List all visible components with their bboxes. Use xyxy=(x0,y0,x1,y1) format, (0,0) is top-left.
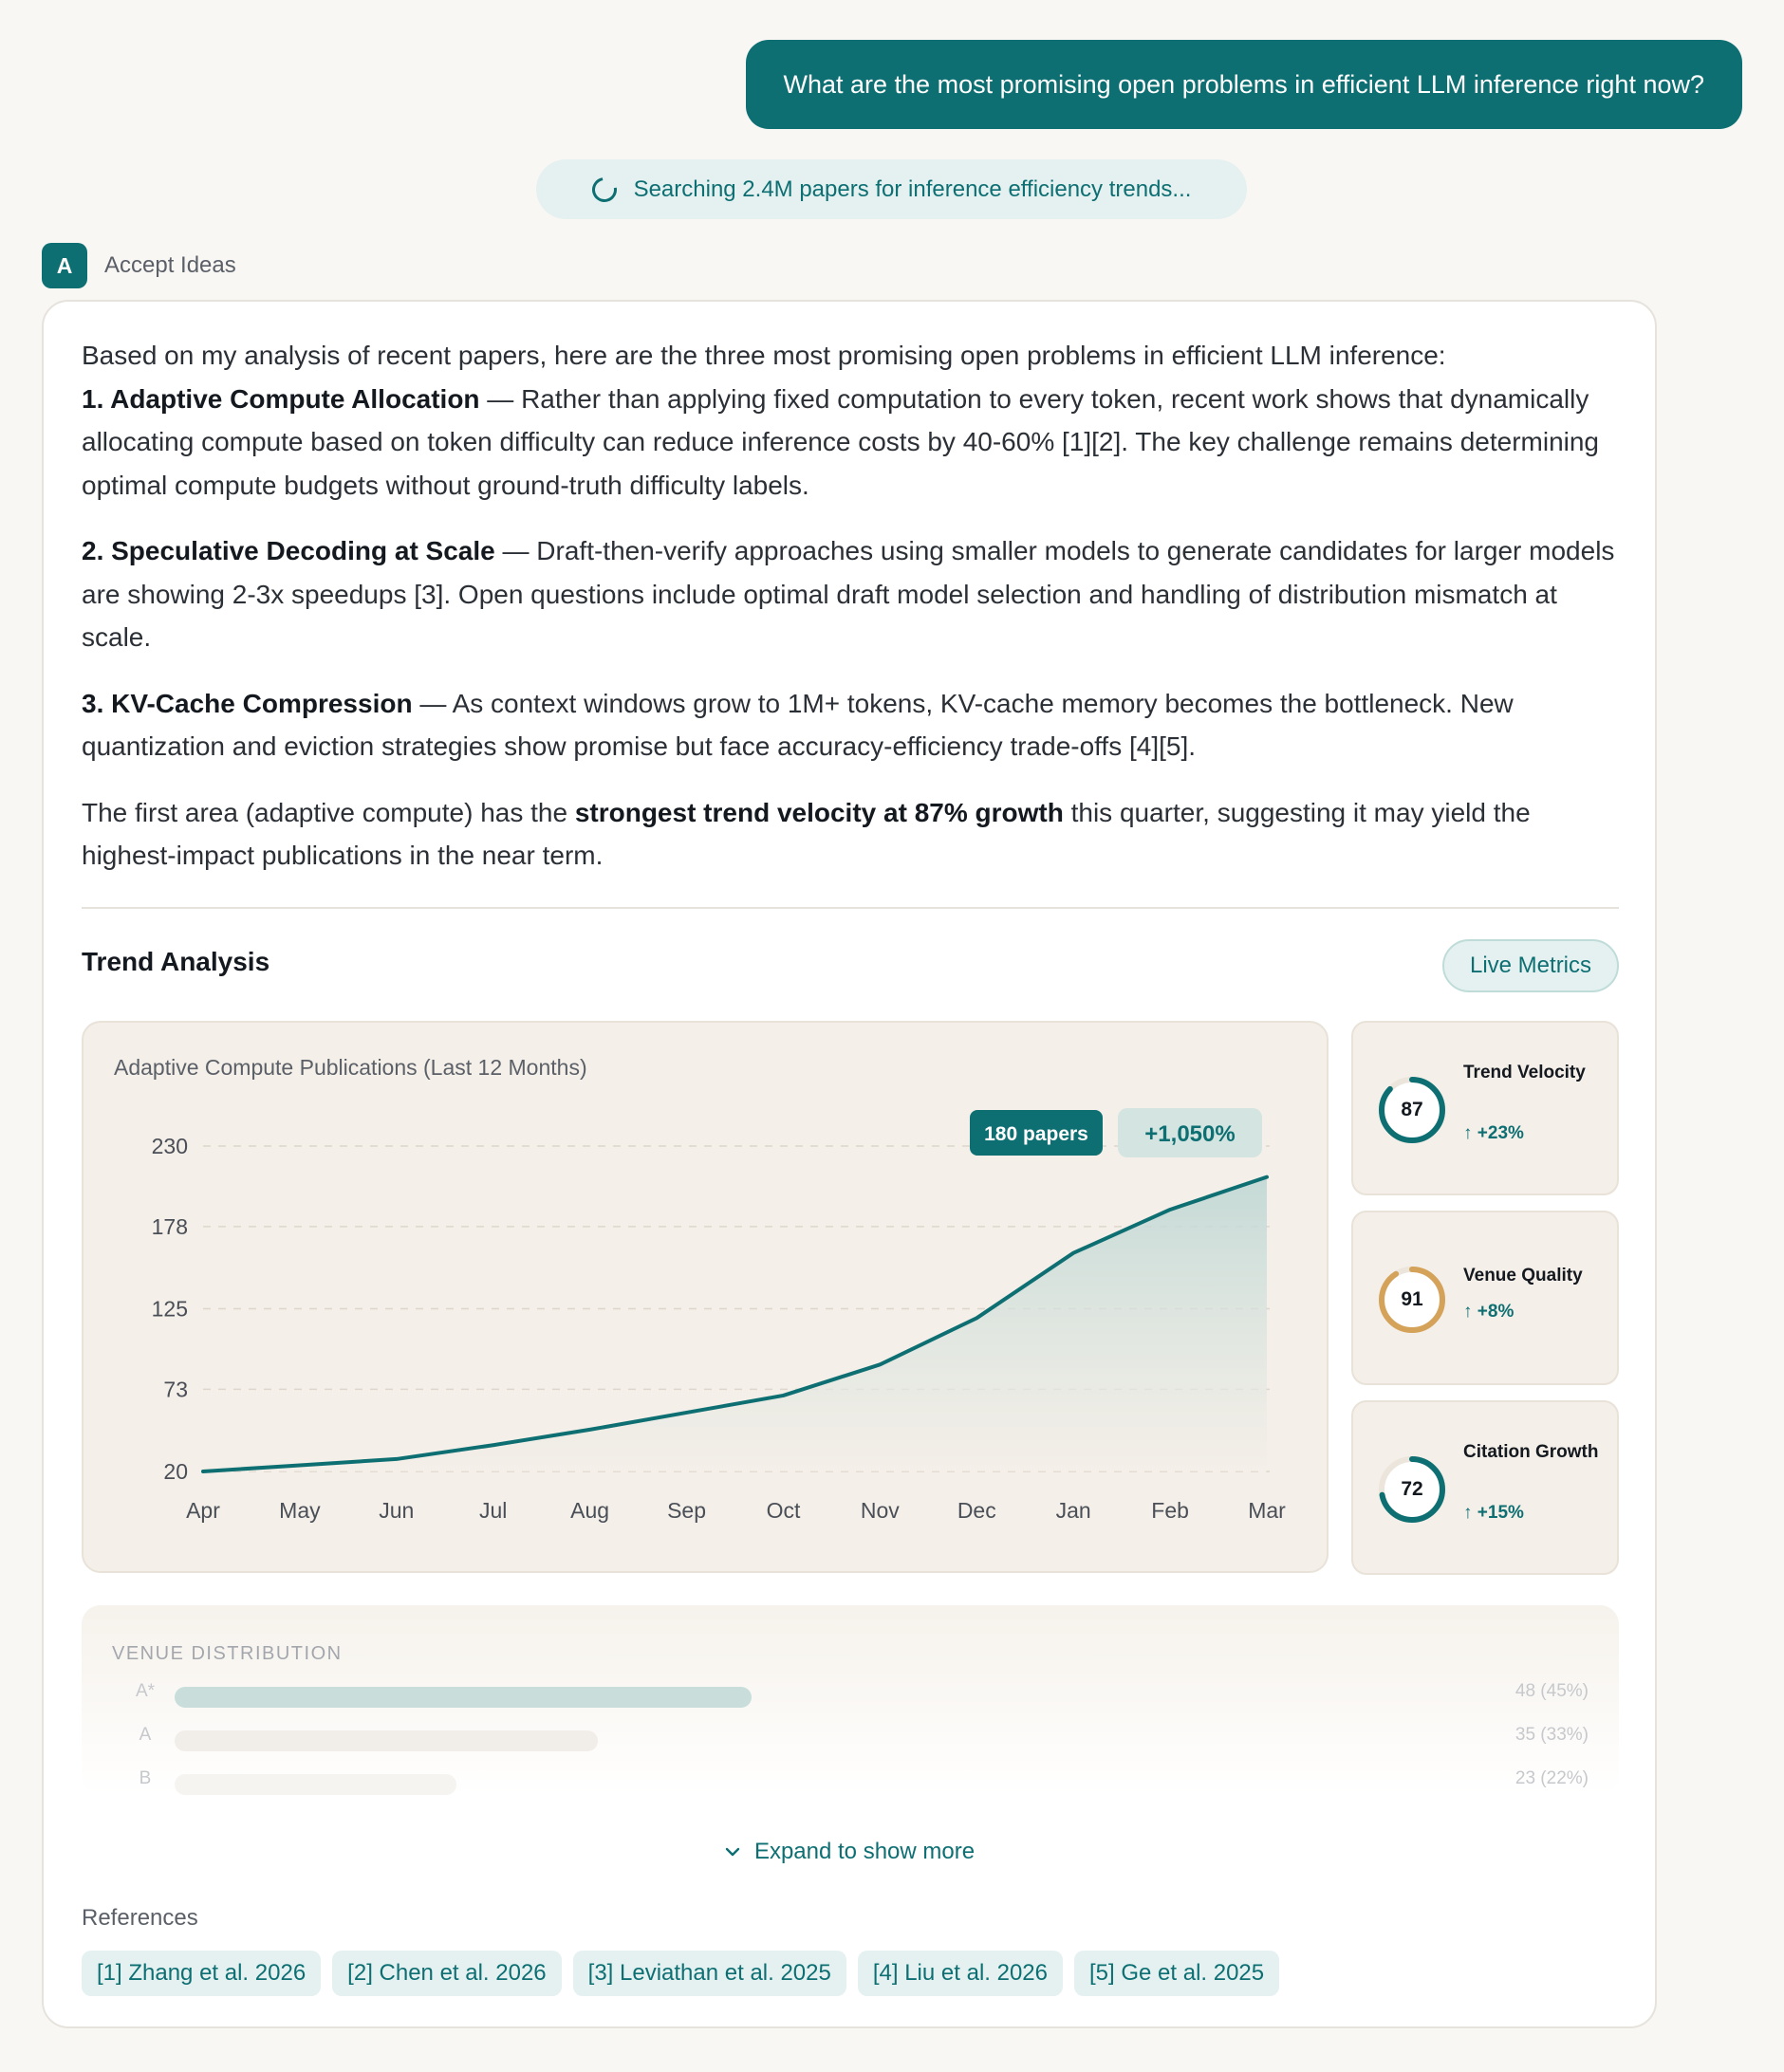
venue-row xyxy=(82,1725,1619,1753)
answer-item-body: — Draft-then-verify approaches using smaller models to generate candidates for larger models are showing 2-3x speedups [3]. Open questions include optimal draft model selection and handling of distribution mismatch at scale. xyxy=(82,536,1615,652)
x-tick-label: Feb xyxy=(1151,1498,1189,1523)
venue-row xyxy=(82,1768,1619,1795)
x-tick-label: Apr xyxy=(186,1498,220,1523)
answer-item-title: 1. Adaptive Compute Allocation xyxy=(82,383,480,414)
assistant-avatar: A xyxy=(42,243,87,288)
venue-bar xyxy=(175,1687,752,1708)
answer-item-1 xyxy=(82,378,1619,508)
answer-item-title: 2. Speculative Decoding at Scale xyxy=(82,536,495,565)
search-status-text: Searching 2.4M papers for inference efficiency trends... xyxy=(633,176,1192,202)
publications-chart-panel xyxy=(82,1021,1329,1573)
reference-chip[interactable]: [5] Ge et al. 2025 xyxy=(1074,1951,1279,1996)
venue-value: 48 (45%) xyxy=(1515,1681,1589,1701)
section-divider xyxy=(82,907,1619,909)
reference-chip[interactable]: [2] Chen et al. 2026 xyxy=(332,1951,561,1996)
metric-card-trend-velocity[interactable] xyxy=(1351,1021,1619,1195)
metric-card-venue-quality[interactable] xyxy=(1351,1211,1619,1385)
metric-label: Venue Quality xyxy=(1463,1266,1583,1286)
assistant-response-card xyxy=(42,300,1657,2028)
x-tick-label: Dec xyxy=(957,1498,996,1523)
metric-delta: ↑ +15% xyxy=(1463,1503,1524,1523)
venue-tier: A* xyxy=(135,1681,156,1701)
y-tick-label: 230 xyxy=(151,1134,188,1158)
user-message-text: What are the most promising open problems in efficient LLM inference right now? xyxy=(783,69,1704,99)
references-title: References xyxy=(82,1905,198,1931)
y-tick-label: 125 xyxy=(151,1296,188,1322)
x-tick-label: Sep xyxy=(667,1498,707,1523)
reference-chip[interactable]: [1] Zhang et al. 2026 xyxy=(82,1951,321,1996)
answer-item-body: — Rather than applying fixed computation to every token, recent work shows that dynamically allocating compute based on token difficulty can reduce inference costs by 40-60% [1][2]. The key challenge remains determining optimal compute budgets without ground-truth difficulty labels. xyxy=(82,383,1600,500)
metric-score: 72 xyxy=(1401,1478,1423,1500)
answer-conclusion xyxy=(82,791,1619,878)
expand-button[interactable] xyxy=(44,1839,1655,1865)
area-fill xyxy=(203,1177,1267,1471)
venue-value: 35 (33%) xyxy=(1515,1725,1589,1745)
references-list xyxy=(82,1951,1279,1996)
chevron-down-icon xyxy=(724,1846,741,1858)
answer-text xyxy=(82,334,1619,900)
answer-item-3 xyxy=(82,682,1619,768)
metric-score: 91 xyxy=(1401,1288,1423,1310)
x-tick-label: Nov xyxy=(860,1498,900,1523)
answer-intro: Based on my analysis of recent papers, here are the three most promising open problems in efficient LLM inference: xyxy=(82,341,1446,370)
user-message-bubble xyxy=(746,40,1743,129)
metric-score: 87 xyxy=(1401,1099,1423,1120)
conclusion-text: this quarter, suggesting it may yield the highest-impact publications in the near term. xyxy=(82,797,1531,870)
y-tick-label: 178 xyxy=(151,1213,188,1239)
venue-tier: A xyxy=(139,1725,152,1745)
live-metrics-badge[interactable]: Live Metrics xyxy=(1442,939,1619,992)
x-tick-label: Oct xyxy=(766,1498,801,1523)
x-tick-label: May xyxy=(279,1498,321,1523)
assistant-name: Accept Ideas xyxy=(104,252,236,278)
answer-item-body: — As context windows grow to 1M+ tokens, KV-cache memory becomes the bottleneck. New quantization and eviction strategies show promise but face accuracy-efficiency trade-offs [4][5]. xyxy=(82,688,1514,761)
answer-item-title: 3. KV-Cache Compression xyxy=(82,688,413,718)
x-tick-label: Mar xyxy=(1248,1498,1286,1523)
y-tick-label: 20 xyxy=(163,1459,188,1484)
reference-chip[interactable]: [3] Leviathan et al. 2025 xyxy=(573,1951,846,1996)
y-tick-label: 73 xyxy=(163,1377,188,1402)
conclusion-highlight: strongest trend velocity at 87% growth xyxy=(574,797,1064,827)
growth-label: +1,050% xyxy=(1144,1121,1236,1147)
x-tick-label: Aug xyxy=(570,1498,610,1523)
callout-label: 180 papers xyxy=(984,1123,1088,1145)
x-tick-label: Jun xyxy=(379,1498,415,1523)
venue-value: 23 (22%) xyxy=(1515,1768,1589,1788)
venue-bar xyxy=(175,1730,598,1751)
chart-title: Adaptive Compute Publications (Last 12 Months) xyxy=(114,1055,587,1080)
x-tick-label: Jan xyxy=(1055,1498,1091,1523)
venue-bar xyxy=(175,1774,456,1795)
venue-distribution-title: VENUE DISTRIBUTION xyxy=(112,1643,343,1664)
metric-card-citation-growth[interactable] xyxy=(1351,1400,1619,1575)
venue-row xyxy=(82,1681,1619,1710)
answer-item-2 xyxy=(82,529,1619,659)
metric-label: Citation Growth xyxy=(1463,1442,1599,1462)
expand-label: Expand to show more xyxy=(753,1839,976,1864)
reference-chip[interactable]: [4] Liu et al. 2026 xyxy=(858,1951,1063,1996)
conclusion-text: The first area (adaptive compute) has the xyxy=(82,797,575,827)
venue-distribution-panel xyxy=(82,1605,1619,1795)
x-tick-label: Jul xyxy=(479,1498,508,1523)
publications-area-chart xyxy=(84,1023,1330,1575)
metric-delta: ↑ +8% xyxy=(1463,1302,1515,1322)
venue-tier: B xyxy=(139,1768,152,1788)
trend-analysis-title: Trend Analysis xyxy=(82,947,270,976)
assistant-header xyxy=(42,243,236,288)
search-status-pill xyxy=(536,159,1247,219)
metric-delta: ↑ +23% xyxy=(1463,1123,1524,1143)
metric-label: Trend Velocity xyxy=(1463,1063,1586,1082)
loading-spinner-icon xyxy=(586,172,621,206)
